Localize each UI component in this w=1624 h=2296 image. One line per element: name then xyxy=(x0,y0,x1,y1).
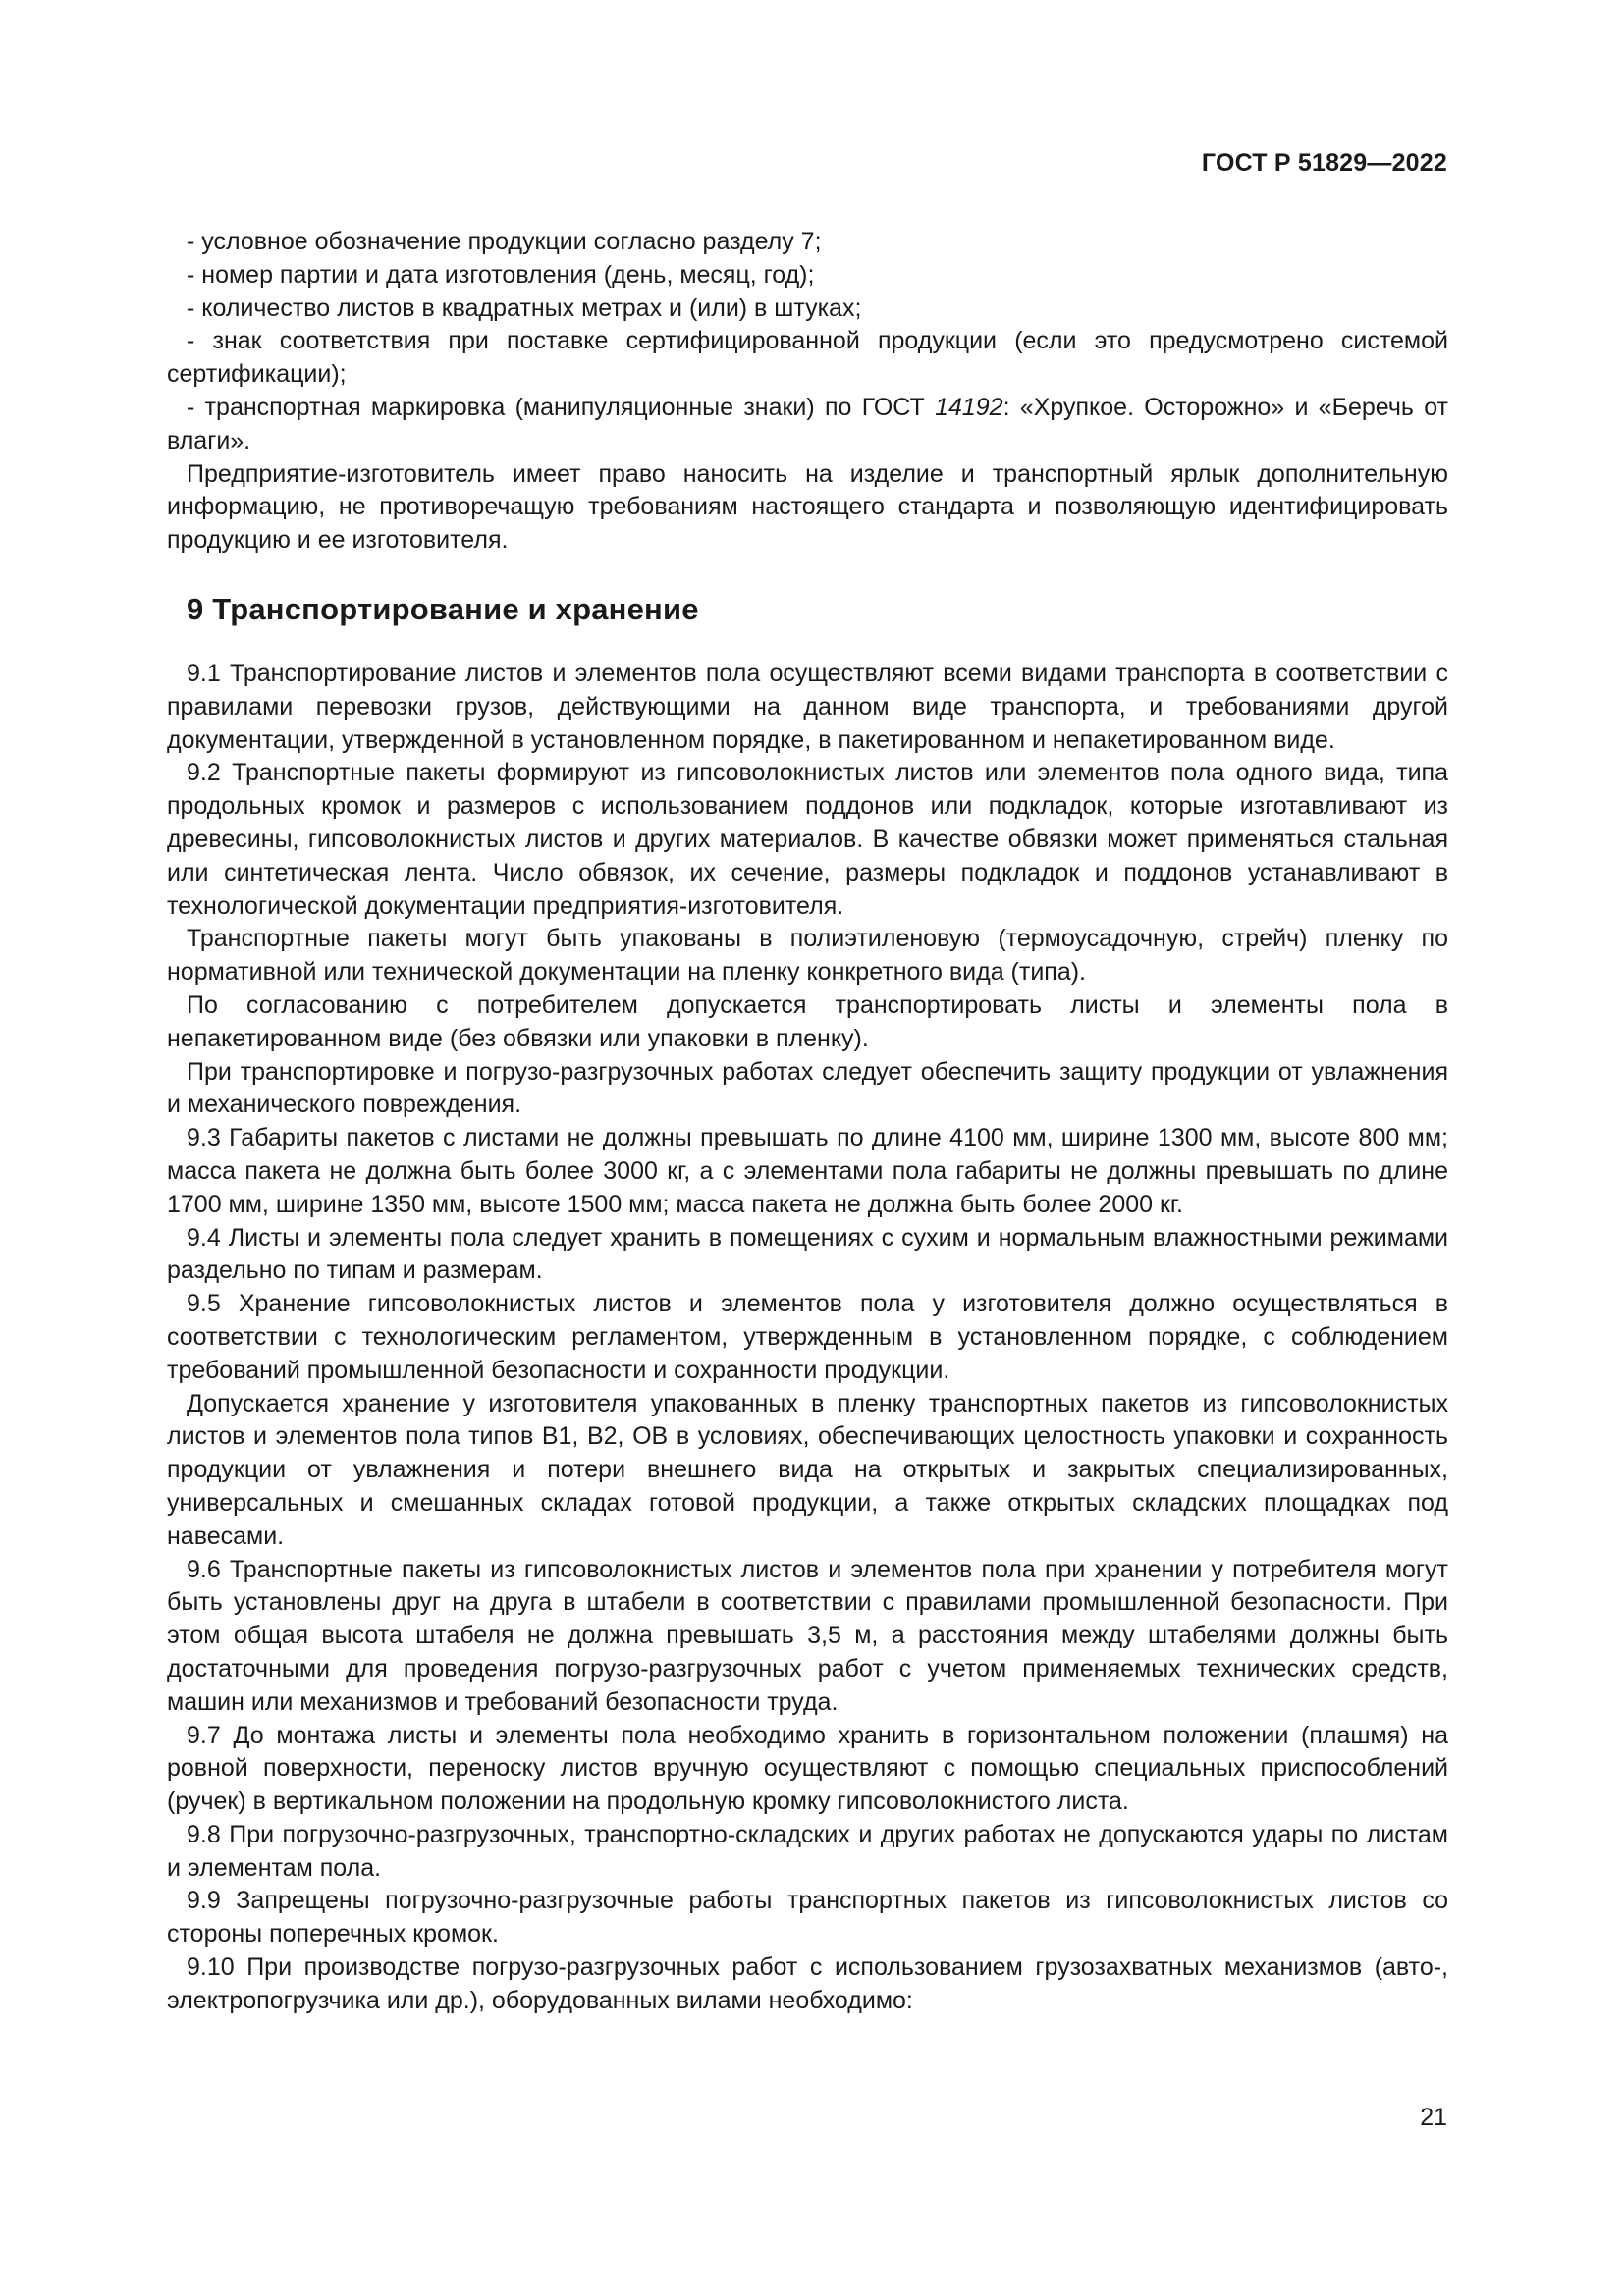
paragraph: При транспортировке и погрузо-разгрузочных работах следует обеспечить защиту продукции от увлажнения и механического повреждения. xyxy=(167,1057,1448,1119)
paragraph: 9.4 Листы и элементы пола следует хранить в помещениях с сухим и нормальным влажностными режимами раздельно по типам и размерам. xyxy=(167,1223,1448,1285)
paragraph: 9.3 Габариты пакетов с листами не должны превышать по длине 4100 мм, ширине 1300 мм, высоте 800 мм; масса пакета не должна быть более 3000 кг, а с элементами пола габариты не должны превышать по длине 1700 мм, ширине 1350 мм, высоте 1500 мм; масса пакета не должна быть более 2000 кг. xyxy=(167,1124,1448,1218)
transport-marking-item xyxy=(167,392,1448,458)
gost-reference: 14192 xyxy=(935,393,1003,421)
paragraph: 9.10 При производстве погрузо-разгрузочных работ с использованием грузозахватных механизмов (авто-, электропогрузчика или др.), оборудованных вилами необходимо: xyxy=(167,1953,1448,2014)
transport-marking-signs: : «Хрупкое. Осторожно» и «Беречь от влаги». xyxy=(167,393,1449,454)
paragraph: 9.9 Запрещены погрузочно-разгрузочные работы транспортных пакетов из гипсоволокнистых листов со стороны поперечных кромок. xyxy=(167,1887,1448,1949)
paragraph: 9.8 При погрузочно-разгрузочных, транспортно-складских и других работах не допускаются удары по листам и элементам пола. xyxy=(167,1820,1448,1882)
intro-block xyxy=(167,226,1448,558)
transport-marking-text: - транспортная маркировка (манипуляционные знаки) по ГОСТ xyxy=(187,393,936,421)
manufacturer-right-paragraph: Предприятие-изготовитель имеет право наносить на изделие и транспортный ярлык дополнительную информацию, не противоречащую требованиям настоящего стандарта и позволяющую идентифицировать продукцию и ее изготовителя. xyxy=(167,459,1448,555)
list-item: - количество листов в квадратных метрах и (или) в штуках; xyxy=(187,294,862,322)
list-item: - номер партии и дата изготовления (день, месяц, год); xyxy=(187,260,815,289)
section-title: 9 Транспортирование и хранение xyxy=(187,592,699,626)
standard-code-header: ГОСТ Р 51829—2022 xyxy=(1201,149,1447,177)
section-body xyxy=(167,658,1448,2018)
paragraph: Допускается хранение у изготовителя упакованных в пленку транспортных пакетов из гипсоволокнистых листов и элементов пола типов В1, В2, ОВ в условиях, обеспечивающих целостность упаковки и сохранность продукции от увлажнения и потери внешнего вида на открытых и закрытых специализированных, универсальных и смешанных складах готовой продукции, а также открытых складских площадках под навесами. xyxy=(167,1389,1448,1550)
paragraph: 9.5 Хранение гипсоволокнистых листов и элементов пола у изготовителя должно осуществляться в соответствии с технологическим регламентом, утвержденным в установленном порядке, с соблюдением требований промышленной безопасности и сохранности продукции. xyxy=(167,1290,1448,1384)
paragraph: 9.2 Транспортные пакеты формируют из гипсоволокнистых листов или элементов пола одного вида, типа продольных кромок и размеров с использованием поддонов или подкладок, которые изготавливают из древесины, гипсоволокнистых листов и других материалов. В качестве обвязки может применяться стальная или синтетическая лента. Число обвязок, их сечение, размеры подкладок и поддонов устанавливают в технологической документации предприятия-изготовителя. xyxy=(167,759,1448,920)
paragraph: 9.6 Транспортные пакеты из гипсоволокнистых листов и элементов пола при хранении у потребителя могут быть установлены друг на друга в штабели в соответствии с правилами промышленной безопасности. При этом общая высота штабеля не должна превышать 3,5 м, а расстояния между штабелями должны быть достаточными для проведения погрузо-разгрузочных работ с учетом применяемых технических средств, машин или механизмов и требований безопасности труда. xyxy=(167,1555,1448,1716)
list-item: - условное обозначение продукции согласно разделу 7; xyxy=(187,228,822,255)
list-item: - знак соответствия при поставке сертифицированной продукции (если это предусмотрено системой сертификации); xyxy=(167,327,1448,389)
paragraph: 9.7 До монтажа листы и элементы пола необходимо хранить в горизонтальном положении (плашмя) на ровной поверхности, переноску листов вручную осуществляют с помощью специальных приспособлений (ручек) в вертикальном положении на продольную кромку гипсоволокнистого листа. xyxy=(167,1721,1448,1816)
paragraph: По согласованию с потребителем допускается транспортировать листы и элементы пола в непакетированном виде (без обвязки или упаковки в пленку). xyxy=(167,990,1448,1052)
page-number: 21 xyxy=(1420,2104,1447,2131)
paragraph: Транспортные пакеты могут быть упакованы в полиэтиленовую (термоусадочную, стрейч) пленку по нормативной или технической документации на пленку конкретного вида (типа). xyxy=(167,925,1448,987)
paragraph: 9.1 Транспортирование листов и элементов пола осуществляют всеми видами транспорта в соответствии с правилами перевозки грузов, действующими на данном виде транспорта, и требованиями другой документации, утвержденной в установленном порядке, в пакетированном и непакетированном виде. xyxy=(167,660,1448,754)
